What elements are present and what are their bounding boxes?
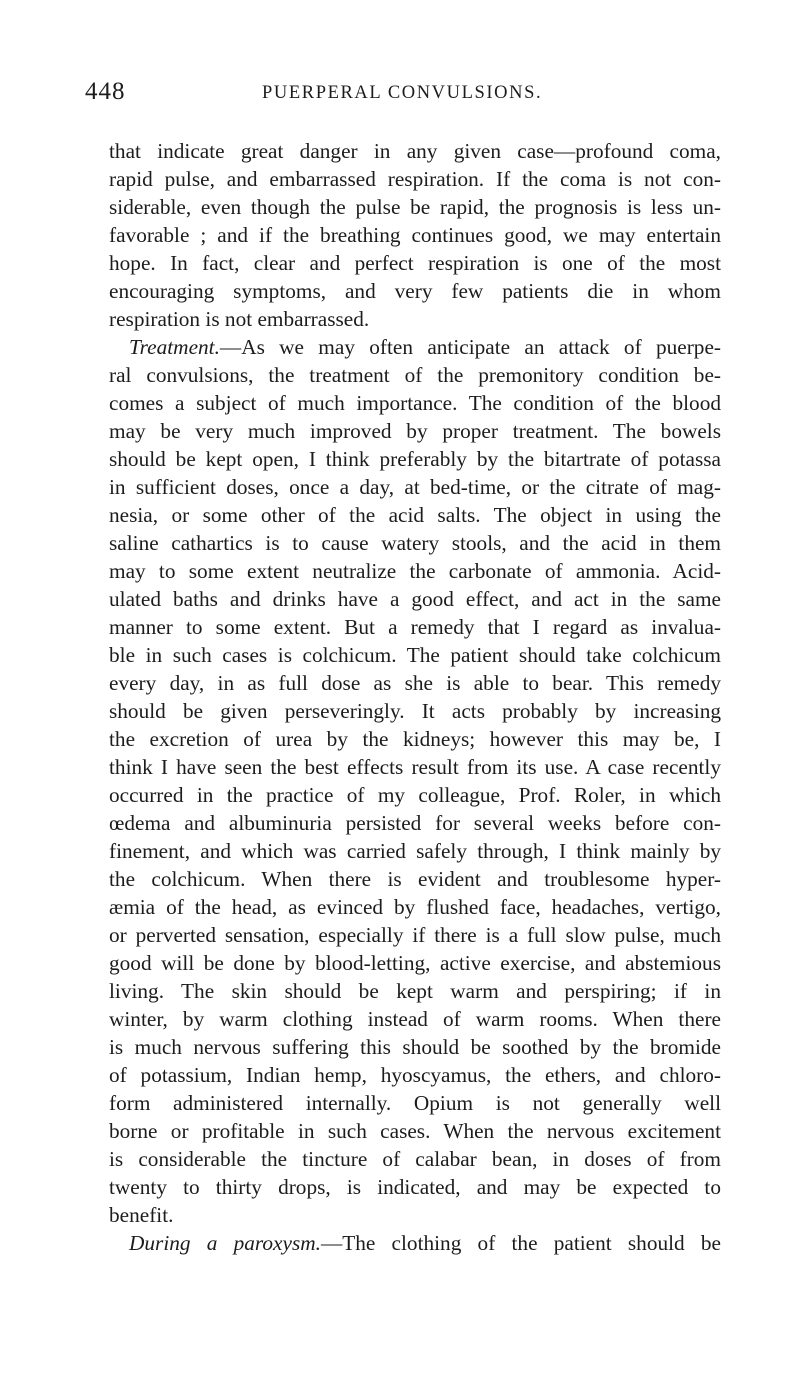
line-text: twenty to thirty drops, is indicated, and may be expected to — [109, 1175, 721, 1199]
line-text: that indicate great danger in any given case—profound coma, — [109, 139, 721, 163]
text-line — [109, 809, 721, 837]
line-text: ulated baths and drinks have a good effect, and act in the same — [109, 587, 721, 611]
text-line — [109, 893, 721, 921]
text-line — [109, 1117, 721, 1145]
text-line — [109, 1033, 721, 1061]
line-text: should be given perseveringly. It acts probably by increasing — [109, 699, 721, 723]
text-line — [109, 921, 721, 949]
text-line — [109, 837, 721, 865]
line-text: is considerable the tincture of calabar bean, in doses of from — [109, 1147, 721, 1171]
section-lead: During a paroxysm. — [129, 1231, 321, 1255]
line-text: the excretion of urea by the kidneys; however this may be, I — [109, 727, 721, 751]
line-text: —The clothing of the patient should be — [320, 1231, 721, 1255]
text-line — [109, 417, 721, 445]
text-line — [109, 613, 721, 641]
line-text: is much nervous suffering this should be soothed by the bromide — [109, 1035, 721, 1059]
line-text: rapid pulse, and embarrassed respiration. If the coma is not con- — [109, 167, 721, 191]
text-line — [109, 221, 721, 249]
text-line — [109, 557, 721, 585]
text-line — [109, 445, 721, 473]
line-text: benefit. — [109, 1203, 174, 1227]
line-text: every day, in as full dose as she is able to bear. This remedy — [109, 671, 721, 695]
text-line — [109, 305, 721, 333]
line-text: may to some extent neutralize the carbonate of ammonia. Acid- — [109, 559, 721, 583]
body-text — [109, 137, 721, 1257]
text-line — [109, 1145, 721, 1173]
line-text: the colchicum. When there is evident and troublesome hyper- — [109, 867, 721, 891]
text-line — [109, 725, 721, 753]
text-line — [109, 669, 721, 697]
line-text: favorable ; and if the breathing continues good, we may entertain — [109, 223, 721, 247]
text-line — [109, 1005, 721, 1033]
text-line — [109, 137, 721, 165]
running-head — [0, 78, 800, 110]
text-line — [109, 473, 721, 501]
line-text: saline cathartics is to cause watery stools, and the acid in them — [109, 531, 721, 555]
line-text: or perverted sensation, especially if there is a full slow pulse, much — [109, 923, 721, 947]
section-lead: Treatment. — [129, 335, 220, 359]
line-text: form administered internally. Opium is not generally well — [109, 1091, 721, 1115]
line-text: borne or profitable in such cases. When the nervous excitement — [109, 1119, 721, 1143]
text-line — [109, 949, 721, 977]
line-text: ble in such cases is colchicum. The patient should take colchicum — [109, 643, 721, 667]
text-line — [109, 781, 721, 809]
text-line — [109, 753, 721, 781]
text-line — [109, 1201, 721, 1229]
text-line — [109, 1089, 721, 1117]
line-text: may be very much improved by proper treatment. The bowels — [109, 419, 721, 443]
text-line — [109, 1173, 721, 1201]
line-text: living. The skin should be kept warm and perspiring; if in — [109, 979, 721, 1003]
line-text: hope. In fact, clear and perfect respiration is one of the most — [109, 251, 721, 275]
line-text: æmia of the head, as evinced by flushed face, headaches, vertigo, — [109, 895, 721, 919]
line-text: siderable, even though the pulse be rapid, the prognosis is less un- — [109, 195, 721, 219]
text-line — [109, 1061, 721, 1089]
text-line — [109, 165, 721, 193]
line-text: respiration is not embarrassed. — [109, 307, 370, 331]
line-text: of potassium, Indian hemp, hyoscyamus, the ethers, and chloro- — [109, 1063, 721, 1087]
text-line — [109, 361, 721, 389]
line-text: manner to some extent. But a remedy that I regard as invalua- — [109, 615, 721, 639]
text-line — [109, 865, 721, 893]
line-text: —As we may often anticipate an attack of puerpe- — [219, 335, 721, 359]
line-text: nesia, or some other of the acid salts. The object in using the — [109, 503, 721, 527]
text-line — [109, 193, 721, 221]
line-text: occurred in the practice of my colleague, Prof. Roler, in which — [109, 783, 721, 807]
line-text: winter, by warm clothing instead of warm rooms. When there — [109, 1007, 721, 1031]
line-text: good will be done by blood-letting, active exercise, and abstemious — [109, 951, 721, 975]
running-title: PUERPERAL CONVULSIONS. — [262, 83, 543, 103]
text-line — [109, 277, 721, 305]
text-line — [109, 529, 721, 557]
line-text: finement, and which was carried safely through, I think mainly by — [109, 839, 721, 863]
text-line — [109, 697, 721, 725]
text-line — [109, 977, 721, 1005]
line-text: ral convulsions, the treatment of the premonitory condition be- — [109, 363, 721, 387]
text-line — [109, 501, 721, 529]
line-text: should be kept open, I think preferably by the bitartrate of potassa — [109, 447, 721, 471]
line-text: in sufficient doses, once a day, at bed-time, or the citrate of mag- — [109, 475, 721, 499]
text-line — [109, 1229, 721, 1257]
text-line — [109, 585, 721, 613]
text-line — [109, 249, 721, 277]
line-text: comes a subject of much importance. The condition of the blood — [109, 391, 721, 415]
line-text: œdema and albuminuria persisted for several weeks before con- — [109, 811, 721, 835]
text-line — [109, 333, 721, 361]
page-number: 448 — [85, 78, 126, 105]
text-line — [109, 641, 721, 669]
line-text: think I have seen the best effects result from its use. A case recently — [109, 755, 721, 779]
text-line — [109, 389, 721, 417]
line-text: encouraging symptoms, and very few patients die in whom — [109, 279, 721, 303]
